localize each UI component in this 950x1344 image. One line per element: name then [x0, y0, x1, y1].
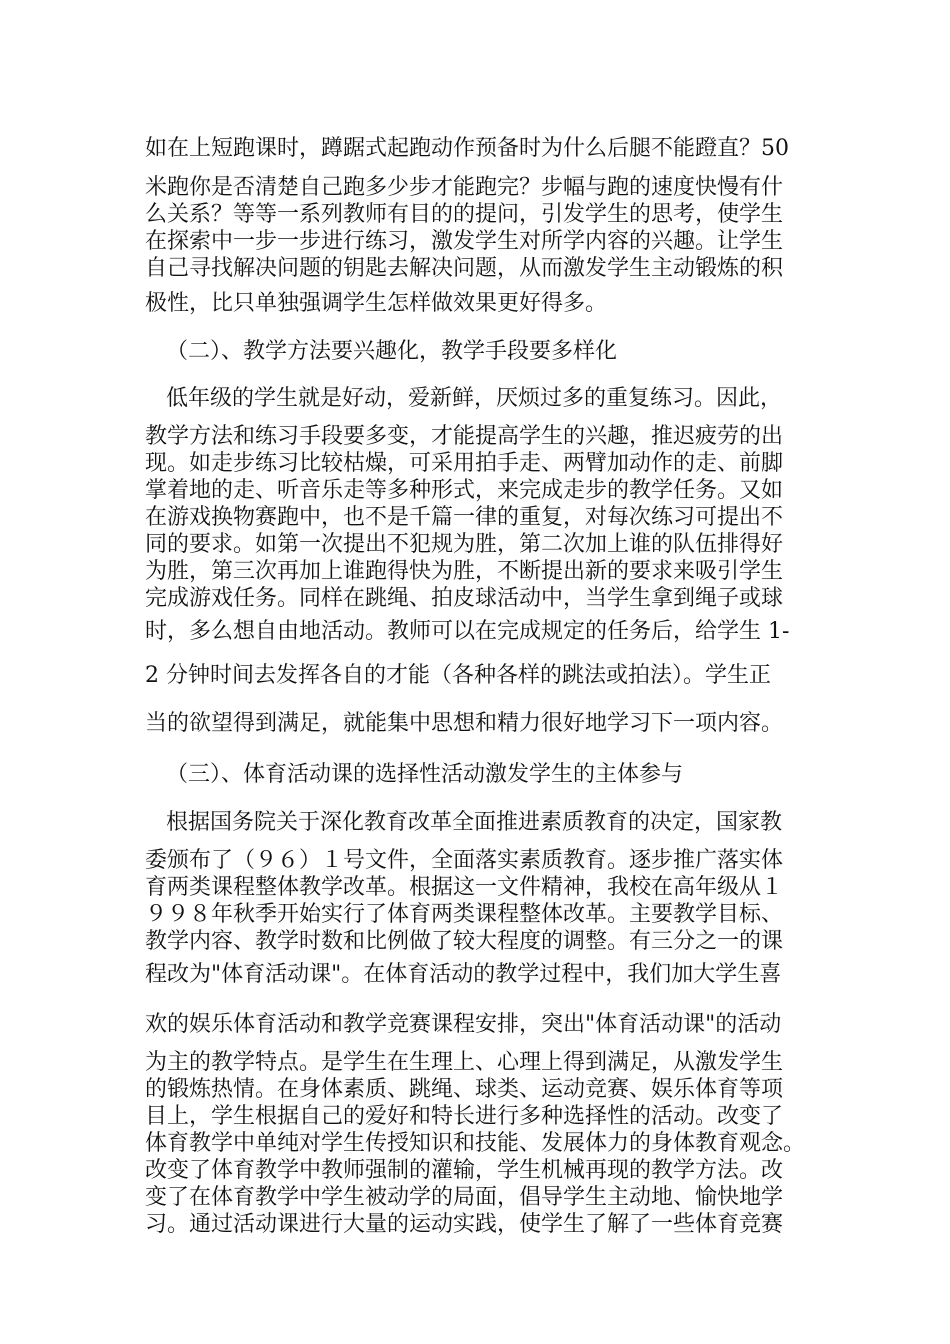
paragraph-line: 么关系？等等一系列教师有目的的提问，引发学生的思考，使学生: [145, 202, 784, 227]
paragraph-line: 极性，比只单独强调学生怎样做效果更好得多。: [145, 291, 608, 316]
paragraph-line: 米跑你是否清楚自己跑多少步才能跑完？步幅与跑的速度快慢有什: [145, 175, 784, 200]
paragraph-line: 习。通过活动课进行大量的运动实践，使学生了解了一些体育竞赛: [145, 1212, 784, 1237]
paragraph-line: 根据国务院关于深化教育改革全面推进素质教育的决定，国家教: [166, 810, 783, 835]
paragraph-line: 如在上短跑课时，蹲踞式起跑动作预备时为什么后腿不能蹬直？50: [145, 136, 789, 161]
paragraph-line: 现。如走步练习比较枯燥，可采用拍手走、两臂加动作的走、前脚: [145, 451, 784, 476]
paragraph-line: 低年级的学生就是好动，爱新鲜，厌烦过多的重复练习。因此，: [166, 386, 783, 411]
paragraph-line: 自己寻找解决问题的钥匙去解决问题，从而激发学生主动锻炼的积: [145, 256, 784, 281]
paragraph-line: 改变了体育教学中教师强制的灌输，学生机械再现的教学方法。改: [145, 1158, 784, 1183]
paragraph-line: 欢的娱乐体育活动和教学竞赛课程安排，突出"体育活动课"的活动: [145, 1012, 782, 1037]
paragraph-line: 在游戏换物赛跑中，也不是千篇一律的重复，对每次练习可提出不: [145, 505, 784, 530]
paragraph-line: ９９８年秋季开始实行了体育两类课程整体改革。主要教学目标、: [145, 902, 784, 927]
paragraph-line: 2 分钟时间去发挥各自的才能（各种各样的跳法或拍法）。学生正: [145, 663, 771, 688]
paragraph-line: 同的要求。如第一次提出不犯规为胜，第二次加上谁的队伍排得好: [145, 532, 784, 557]
paragraph-line: 变了在体育教学中学生被动学的局面，倡导学生主动地、愉快地学: [145, 1185, 784, 1210]
paragraph-line: 委颁布了（９６）１号文件，全面落实素质教育。逐步推广落实体: [145, 848, 784, 873]
paragraph-line: 教学方法和练习手段要多变，才能提高学生的兴趣，推迟疲劳的出: [145, 424, 784, 449]
paragraph-line: 程改为"体育活动课"。在体育活动的教学过程中，我们加大学生喜: [145, 962, 782, 987]
paragraph-line: 完成游戏任务。同样在跳绳、拍皮球活动中，当学生拿到绳子或球: [145, 586, 784, 611]
paragraph-line: 的锻炼热情。在身体素质、跳绳、球类、运动竞赛、娱乐体育等项: [145, 1077, 784, 1102]
section-heading: （二）、教学方法要兴趣化，教学手段要多样化: [166, 339, 618, 364]
paragraph-line: 时，多么想自由地活动。教师可以在完成规定的任务后，给学生 1-: [145, 619, 790, 644]
paragraph-line: 育两类课程整体教学改革。根据这一文件精神，我校在高年级从１: [145, 875, 784, 900]
section-heading: （三）、体育活动课的选择性活动激发学生的主体参与: [166, 762, 684, 787]
paragraph-line: 教学内容、教学时数和比例做了较大程度的调整。有三分之一的课: [145, 929, 784, 954]
paragraph-line: 在探索中一步一步进行练习，激发学生对所学内容的兴趣。让学生: [145, 229, 784, 254]
paragraph-line: 掌着地的走、听音乐走等多种形式，来完成走步的教学任务。又如: [145, 478, 784, 503]
paragraph-line: 目上，学生根据自己的爱好和特长进行多种选择性的活动。改变了: [145, 1104, 784, 1129]
paragraph-line: 当的欲望得到满足，就能集中思想和精力很好地学习下一项内容。: [145, 711, 784, 736]
paragraph-line: 为胜，第三次再加上谁跑得快为胜，不断提出新的要求来吸引学生: [145, 559, 784, 584]
paragraph-line: 为主的教学特点。是学生在生理上、心理上得到满足，从激发学生: [145, 1050, 784, 1075]
paragraph-line: 体育教学中单纯对学生传授知识和技能、发展体力的身体教育观念。: [145, 1131, 806, 1156]
